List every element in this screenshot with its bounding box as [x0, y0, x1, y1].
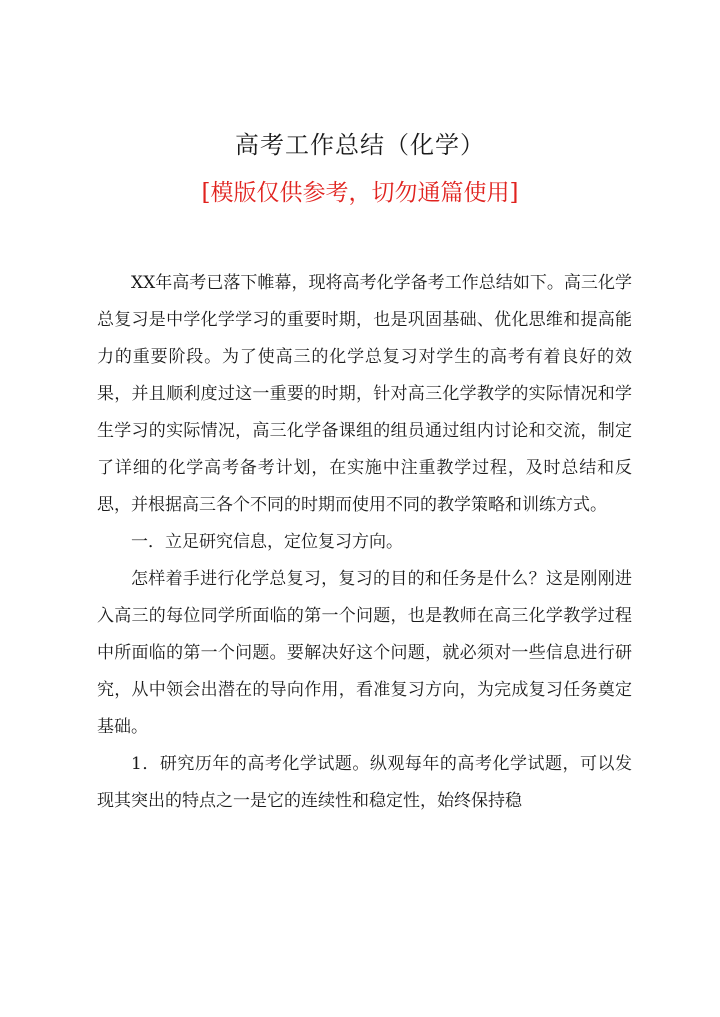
document-body	[97, 265, 632, 820]
template-disclaimer: [模版仅供参考，切勿通篇使用]	[201, 180, 519, 206]
document-title: 高考工作总结（化学）	[235, 131, 485, 159]
paragraph-intro: XX年高考已落下帷幕，现将高考化学备考工作总结如下。高三化学总复习是中学化学学习的重要时期，也是巩固基础、优化思维和提高能力的重要阶段。为了使高三的化学总复习对学生的高考有着良好的效果，并且顺利度过这一重要的时期，针对高三化学教学的实际情况和学生学习的实际情况，高三化学备课组的组员通过组内讨论和交流，制定了详细的化学高考备考计划，在实施中注重教学过程，及时总结和反思，并根据高三各个不同的时期而使用不同的教学策略和训练方式。	[97, 273, 632, 515]
paragraph-item-1: 1．研究历年的高考化学试题。纵观每年的高考化学试题，可以发现其突出的特点之一是它的连续性和稳定性，始终保持稳	[97, 754, 632, 811]
section-heading-1: 一．立足研究信息，定位复习方向。	[131, 532, 403, 552]
paragraph-section-1: 怎样着手进行化学总复习，复习的目的和任务是什么？这是刚刚进入高三的每位同学所面临的第一个问题，也是教师在高三化学教学过程中所面临的第一个问题。要解决好这个问题，就必须对一些信息进行研究，从中领会出潜在的导向作用，看准复习方向，为完成复习任务奠定基础。	[97, 569, 632, 737]
